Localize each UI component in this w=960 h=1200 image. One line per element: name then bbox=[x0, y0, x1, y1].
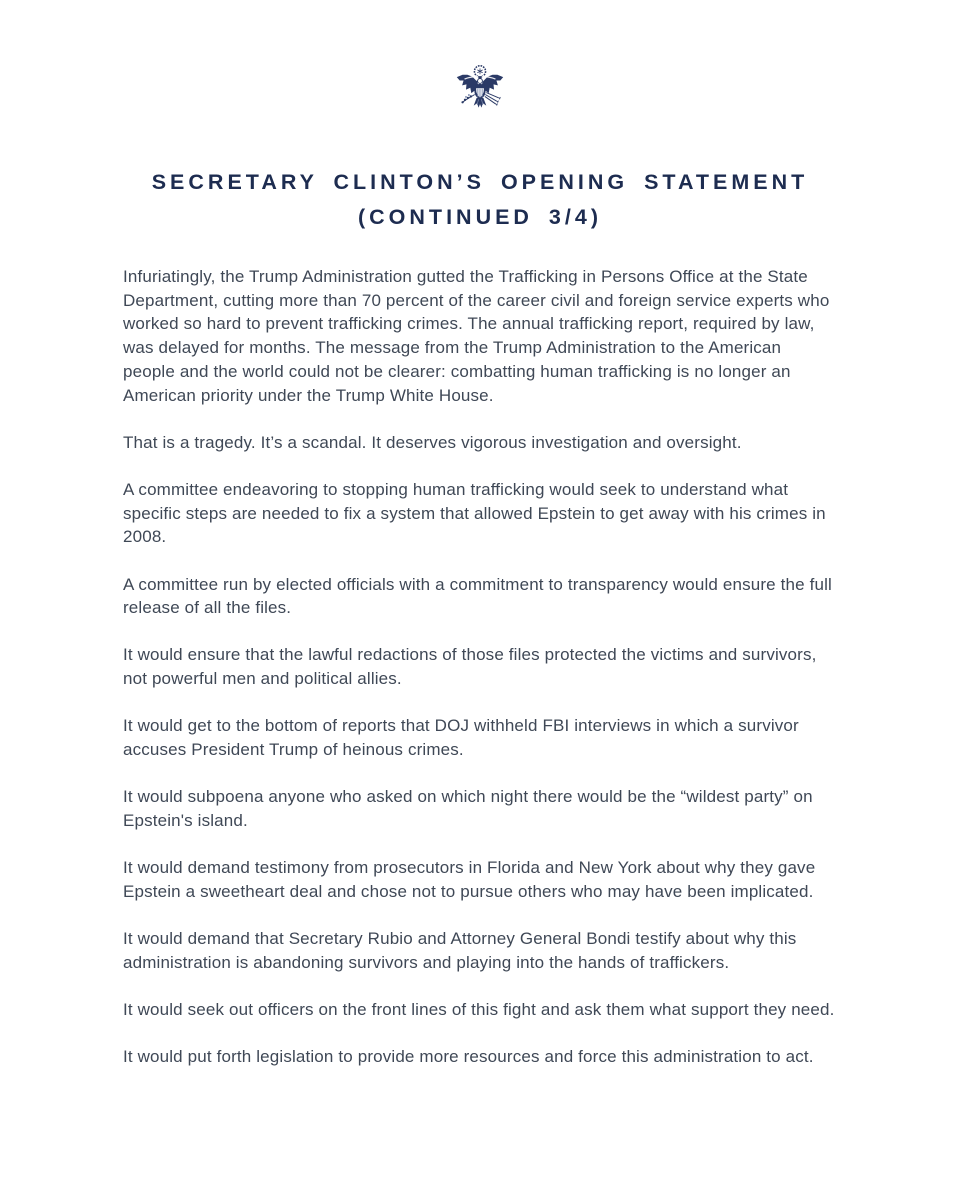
statement-paragraph: Infuriatingly, the Trump Administration gutted the Trafficking in Persons Office at the State Department, cutting more than 70 percent of the career civil and foreign service experts who worked so hard to prevent trafficking crimes. The annual trafficking report, required by law, was delayed for months. The message from the Trump Administration to the American people and the world could not be clearer: combatting human trafficking is no longer an American priority under the Trump White House. bbox=[123, 267, 830, 405]
seal-head bbox=[478, 79, 483, 84]
statement-paragraph: It would ensure that the lawful redactions of those files protected the victims and survivors, not powerful men and political allies. bbox=[123, 645, 817, 689]
seal-tail bbox=[474, 98, 487, 108]
seal-arrows bbox=[485, 93, 501, 107]
seal-container bbox=[0, 0, 960, 128]
statement-paragraph: It would subpoena anyone who asked on which night there would be the “wildest party” on Epstein's island. bbox=[123, 787, 813, 830]
statement-paragraph: It would demand testimony from prosecutors in Florida and New York about why they gave Epstein a sweetheart deal and chose not to pursue others who may have been implicated. bbox=[123, 858, 816, 901]
statement-paragraph: It would put forth legislation to provide more resources and force this administration to act. bbox=[123, 1047, 814, 1067]
page-title bbox=[0, 165, 960, 235]
seal-olive-branch bbox=[461, 94, 474, 103]
statement-paragraph: It would seek out officers on the front lines of this fight and ask them what support they need. bbox=[123, 999, 835, 1019]
statement-paragraph: It would demand that Secretary Rubio and Attorney General Bondi testify about why this administration is abandoning survivors and playing into the hands of traffickers. bbox=[123, 929, 797, 972]
paragraph-list bbox=[123, 265, 835, 1069]
great-seal-eagle-icon bbox=[451, 62, 509, 128]
statement-paragraph: A committee endeavoring to stopping human trafficking would seek to understand what specific steps are needed to fix a system that allowed Epstein to get away with his crimes in 2008. bbox=[123, 479, 826, 547]
statement-body bbox=[123, 265, 835, 1069]
page-title-line1: SECRETARY CLINTON’S OPENING STATEMENT bbox=[151, 170, 809, 194]
statement-paragraph: That is a tragedy. It’s a scandal. It deserves vigorous investigation and oversight. bbox=[123, 432, 742, 452]
statement-paragraph: It would get to the bottom of reports that DOJ withheld FBI interviews in which a survivor accuses President Trump of heinous crimes. bbox=[123, 716, 799, 760]
page-title-line2: (CONTINUED 3/4) bbox=[358, 205, 602, 229]
statement-paragraph: A committee run by elected officials with a commitment to transparency would ensure the full release of all the files. bbox=[123, 574, 832, 618]
